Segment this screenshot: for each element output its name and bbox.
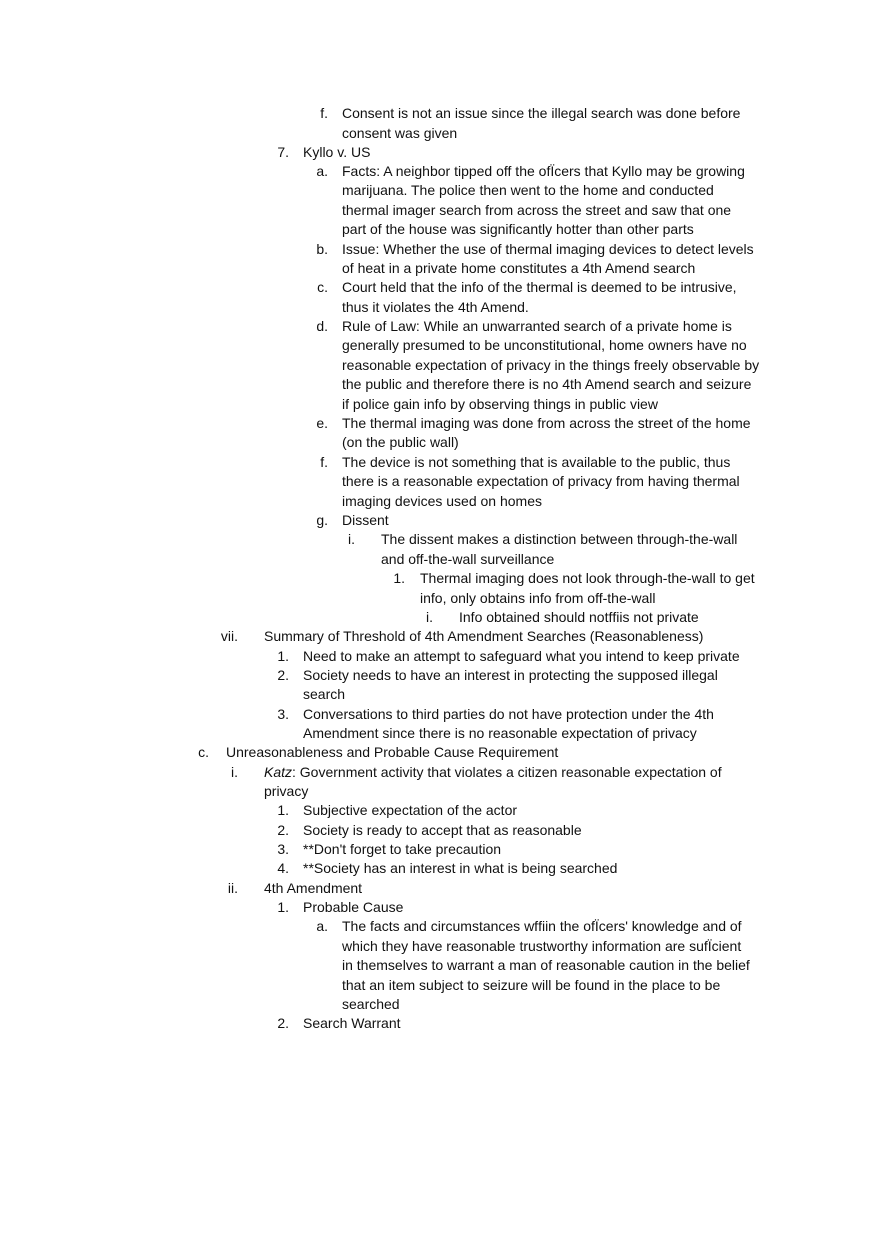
outline-line: info, only obtains info from off-the-wall (420, 590, 656, 606)
outline-marker: b. (316, 241, 328, 257)
outline-line: Unreasonableness and Probable Cause Requirement (226, 744, 559, 760)
outline-marker: c. (198, 744, 209, 760)
outline-marker: c. (317, 279, 328, 295)
outline-marker: ii. (227, 880, 238, 896)
outline-line: which they have reasonable trustworthy information are sufÏcient (342, 938, 742, 954)
outline-line: Kyllo v. US (303, 144, 371, 160)
outline-line: Conversations to third parties do not have protection under the 4th (303, 706, 714, 722)
outline-line: (on the public wall) (342, 434, 459, 450)
outline-line: the public and therefore there is no 4th Amend search and seizure (342, 376, 752, 392)
outline-line: Court held that the info of the thermal is deemed to be intrusive, (342, 279, 737, 295)
outline-line: thus it violates the 4th Amend. (342, 299, 529, 315)
outline-line: Thermal imaging does not look through-the-wall to get (420, 570, 755, 586)
outline-marker: 1. (277, 648, 289, 664)
outline-line: in themselves to warrant a man of reasonable caution in the belief (342, 957, 750, 973)
outline-line: privacy (264, 783, 309, 799)
outline-line: and off-the-wall surveillance (381, 551, 555, 567)
outline-marker: 2. (277, 1015, 289, 1031)
outline-marker: 4. (277, 860, 289, 876)
outline-line: Probable Cause (303, 899, 404, 915)
outline-marker: 3. (277, 706, 289, 722)
outline-marker: i. (348, 531, 355, 547)
outline-marker: 2. (277, 667, 289, 683)
outline-line: Society needs to have an interest in protecting the supposed illegal (303, 667, 718, 683)
outline-line: The dissent makes a distinction between through-the-wall (381, 531, 738, 547)
outline-line: thermal imager search from across the street and saw that one (342, 202, 732, 218)
outline-line: there is a reasonable expectation of privacy from having thermal (342, 473, 740, 489)
outline-line: Society is ready to accept that as reasonable (303, 822, 582, 838)
outline-line-text: : Government activity that violates a citizen reasonable expectation of (292, 764, 722, 780)
outline-line: Rule of Law: While an unwarranted search of a private home is (342, 318, 732, 334)
outline-line: consent was given (342, 125, 458, 141)
outline-line: **Don't forget to take precaution (303, 841, 502, 857)
outline-line: **Society has an interest in what is being searched (303, 860, 618, 876)
outline-line: Search Warrant (303, 1015, 401, 1031)
outline-line: The facts and circumstances wfﬁin the ofÏcers' knowledge and of (342, 918, 742, 934)
outline-marker: i. (231, 764, 238, 780)
outline-marker: i. (426, 609, 433, 625)
outline-marker: d. (316, 318, 328, 334)
outline-marker: 1. (277, 899, 289, 915)
outline-line: part of the house was significantly hotter than other parts (342, 221, 694, 237)
outline-line: that an item subject to seizure will be found in the place to be (342, 977, 721, 993)
outline-line: searched (342, 996, 400, 1012)
outline-line: Consent is not an issue since the illegal search was done before (342, 105, 741, 121)
outline-marker: 3. (277, 841, 289, 857)
outline-line: Facts: A neighbor tipped off the ofÏcers that Kyllo may be growing (342, 163, 745, 179)
outline-line: marijuana. The police then went to the home and conducted (342, 182, 714, 198)
outline-marker: a. (316, 163, 328, 179)
outline-marker: 7. (277, 144, 289, 160)
outline-marker: f. (320, 454, 328, 470)
outline-line: Issue: Whether the use of thermal imaging devices to detect levels (342, 241, 754, 257)
outline-line: Subjective expectation of the actor (303, 802, 518, 818)
outline-line: Dissent (342, 512, 389, 528)
outline-marker: f. (320, 105, 328, 121)
outline-marker: a. (316, 918, 328, 934)
outline-marker: 1. (277, 802, 289, 818)
outline-line: search (303, 686, 346, 702)
outline-line: if police gain info by observing things in public view (342, 396, 658, 412)
outline-line: Summary of Threshold of 4th Amendment Searches (Reasonableness) (264, 628, 704, 644)
outline-line: generally presumed to be unconstitutional, home owners have no (342, 337, 747, 353)
outline-line: The device is not something that is available to the public, thus (342, 454, 731, 470)
outline-line: of heat in a private home constitutes a 4th Amend search (342, 260, 696, 276)
outline-marker: 2. (277, 822, 289, 838)
outline-marker: e. (316, 415, 328, 431)
outline-marker: 1. (393, 570, 405, 586)
outline-line: Info obtained should notfﬁis not private (459, 609, 699, 625)
outline-line: Amendment since there is no reasonable expectation of privacy (303, 725, 697, 741)
outline-line (264, 763, 722, 782)
outline-line: reasonable expectation of privacy in the things freely observable by (342, 357, 760, 373)
outline-line: 4th Amendment (264, 880, 363, 896)
outline-marker: vii. (220, 628, 238, 644)
outline-line: Need to make an attempt to safeguard what you intend to keep private (303, 648, 740, 664)
case-name: Katz (264, 764, 293, 780)
outline-line: imaging devices used on homes (342, 493, 543, 509)
outline-marker: g. (316, 512, 328, 528)
outline-line: The thermal imaging was done from across the street of the home (342, 415, 751, 431)
